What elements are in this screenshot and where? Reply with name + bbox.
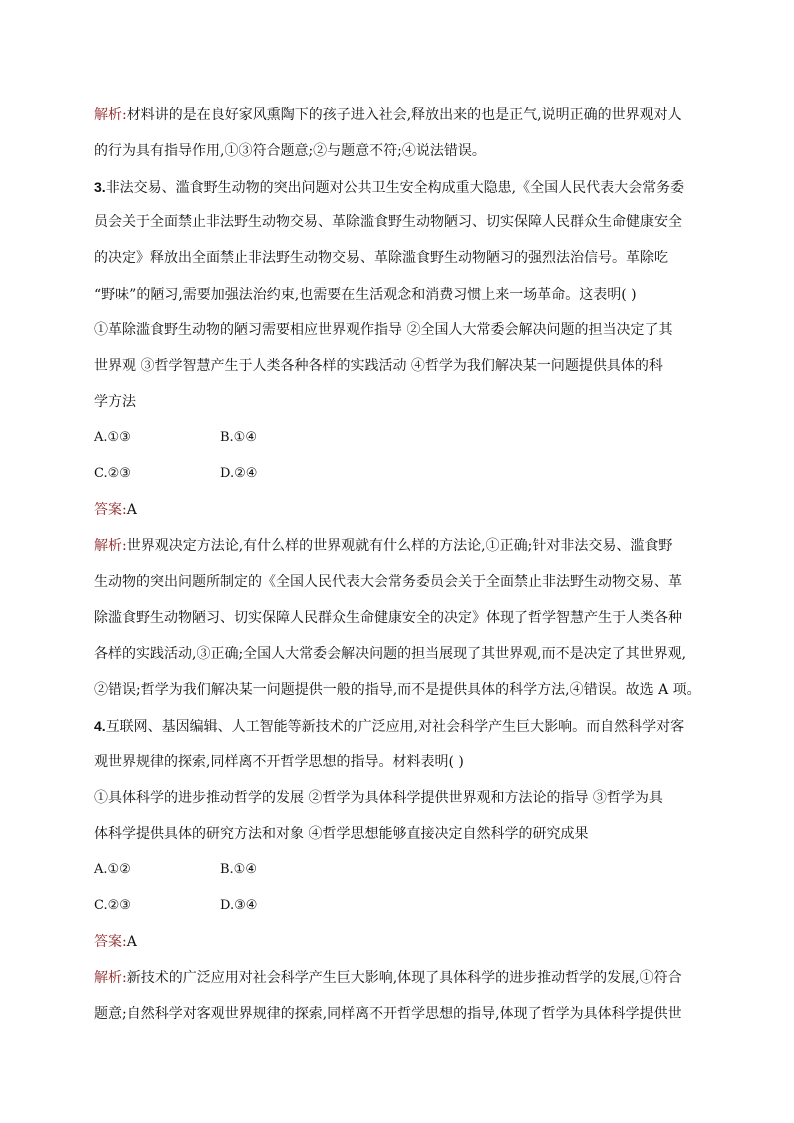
analysis-line: 解析:新技术的广泛应用对社会科学产生巨大影响,体现了具体科学的进步推动哲学的发展,①符合 bbox=[94, 970, 682, 986]
question-3-stem: 3.非法交易、滥食野生动物的突出问题对公共卫生安全构成重大隐患,《全国人民代表大会常务委 bbox=[94, 179, 685, 196]
answer-line bbox=[94, 933, 704, 951]
analysis-line: 生动物的突出问题所制定的《全国人民代表大会常务委员会关于全面禁止非法野生动物交易、革 bbox=[94, 574, 682, 590]
answer-line bbox=[94, 501, 704, 519]
question-3-statement: ①革除滥食野生动物的陋习需要相应世界观作指导 ②全国人大常委会解决问题的担当决定了其 bbox=[94, 322, 673, 338]
question-4-stem: 4.互联网、基因编辑、人工智能等新技术的广泛应用,对社会科学产生巨大影响。而自然科学对客 bbox=[94, 718, 685, 735]
analysis-line: 的行为具有指导作用,①③符合题意;②与题意不符;④说法错误。 bbox=[94, 143, 486, 159]
question-3-statement: 学方法 bbox=[94, 394, 136, 410]
analysis-line: 除滥食野生动物陋习、切实保障人民群众生命健康安全的决定》体现了哲学智慧产生于人类各种 bbox=[94, 610, 682, 626]
analysis-label: 解析: bbox=[94, 538, 127, 554]
option-c[interactable]: C.②③ bbox=[94, 466, 131, 481]
question-4-statement: ①具体科学的进步推动哲学的发展 ②哲学为具体科学提供世界观和方法论的指导 ③哲学为具 bbox=[94, 790, 663, 806]
option-b[interactable]: B.①④ bbox=[220, 862, 257, 877]
analysis-line: 各样的实践活动,③正确;全国人大常委会解决问题的担当展现了其世界观,而不是决定了其世界观, bbox=[94, 646, 687, 662]
answer-value: A bbox=[126, 934, 137, 950]
analysis-line: 解析:世界观决定方法论,有什么样的世界观就有什么样的方法论,①正确;针对非法交易、滥食野 bbox=[94, 538, 673, 554]
option-a[interactable]: A.①② bbox=[94, 862, 131, 877]
analysis-label: 解析: bbox=[94, 970, 127, 986]
option-d[interactable]: D.③④ bbox=[220, 898, 258, 913]
answer-value: A bbox=[126, 502, 137, 518]
question-3-stem-line: “野味”的陋习,需要加强法治约束,也需要在生活观念和消费习惯上来一场革命。这表明( ) bbox=[94, 287, 637, 303]
analysis-label: 解析: bbox=[94, 107, 127, 123]
question-3-stem-line: 员会关于全面禁止非法野生动物交易、革除滥食野生动物陋习、切实保障人民群众生命健康安全 bbox=[94, 214, 682, 230]
question-4-stem-line: 观世界规律的探索,同样离不开哲学思想的指导。材料表明( ) bbox=[94, 754, 464, 770]
question-3-stem-line: 的决定》释放出全面禁止非法野生动物交易、革除滥食野生动物陋习的强烈法治信号。革除吃 bbox=[94, 250, 668, 266]
answer-label: 答案: bbox=[94, 934, 127, 950]
analysis-line: ②错误;哲学为我们解决某一问题提供一般的指导,而不是提供具体的科学方法,④错误。故选 A 项。 bbox=[94, 682, 701, 698]
question-number: 3. bbox=[94, 179, 106, 195]
option-a[interactable]: A.①③ bbox=[94, 430, 131, 445]
analysis-line: 解析:材料讲的是在良好家风熏陶下的孩子进入社会,释放出来的也是正气,说明正确的世界观对人 bbox=[94, 107, 682, 123]
answer-label: 答案: bbox=[94, 502, 127, 518]
question-3-statement: 世界观 ③哲学智慧产生于人类各种各样的实践活动 ④哲学为我们解决某一问题提供具体的科 bbox=[94, 358, 663, 374]
option-d[interactable]: D.②④ bbox=[220, 466, 258, 481]
question-4-statement: 体科学提供具体的研究方法和对象 ④哲学思想能够直接决定自然科学的研究成果 bbox=[94, 826, 589, 842]
option-c[interactable]: C.②③ bbox=[94, 898, 131, 913]
question-number: 4. bbox=[94, 718, 106, 734]
option-b[interactable]: B.①④ bbox=[220, 430, 257, 445]
analysis-line: 题意;自然科学对客观世界规律的探索,同样离不开哲学思想的指导,体现了哲学为具体科学提供世 bbox=[94, 1006, 682, 1022]
